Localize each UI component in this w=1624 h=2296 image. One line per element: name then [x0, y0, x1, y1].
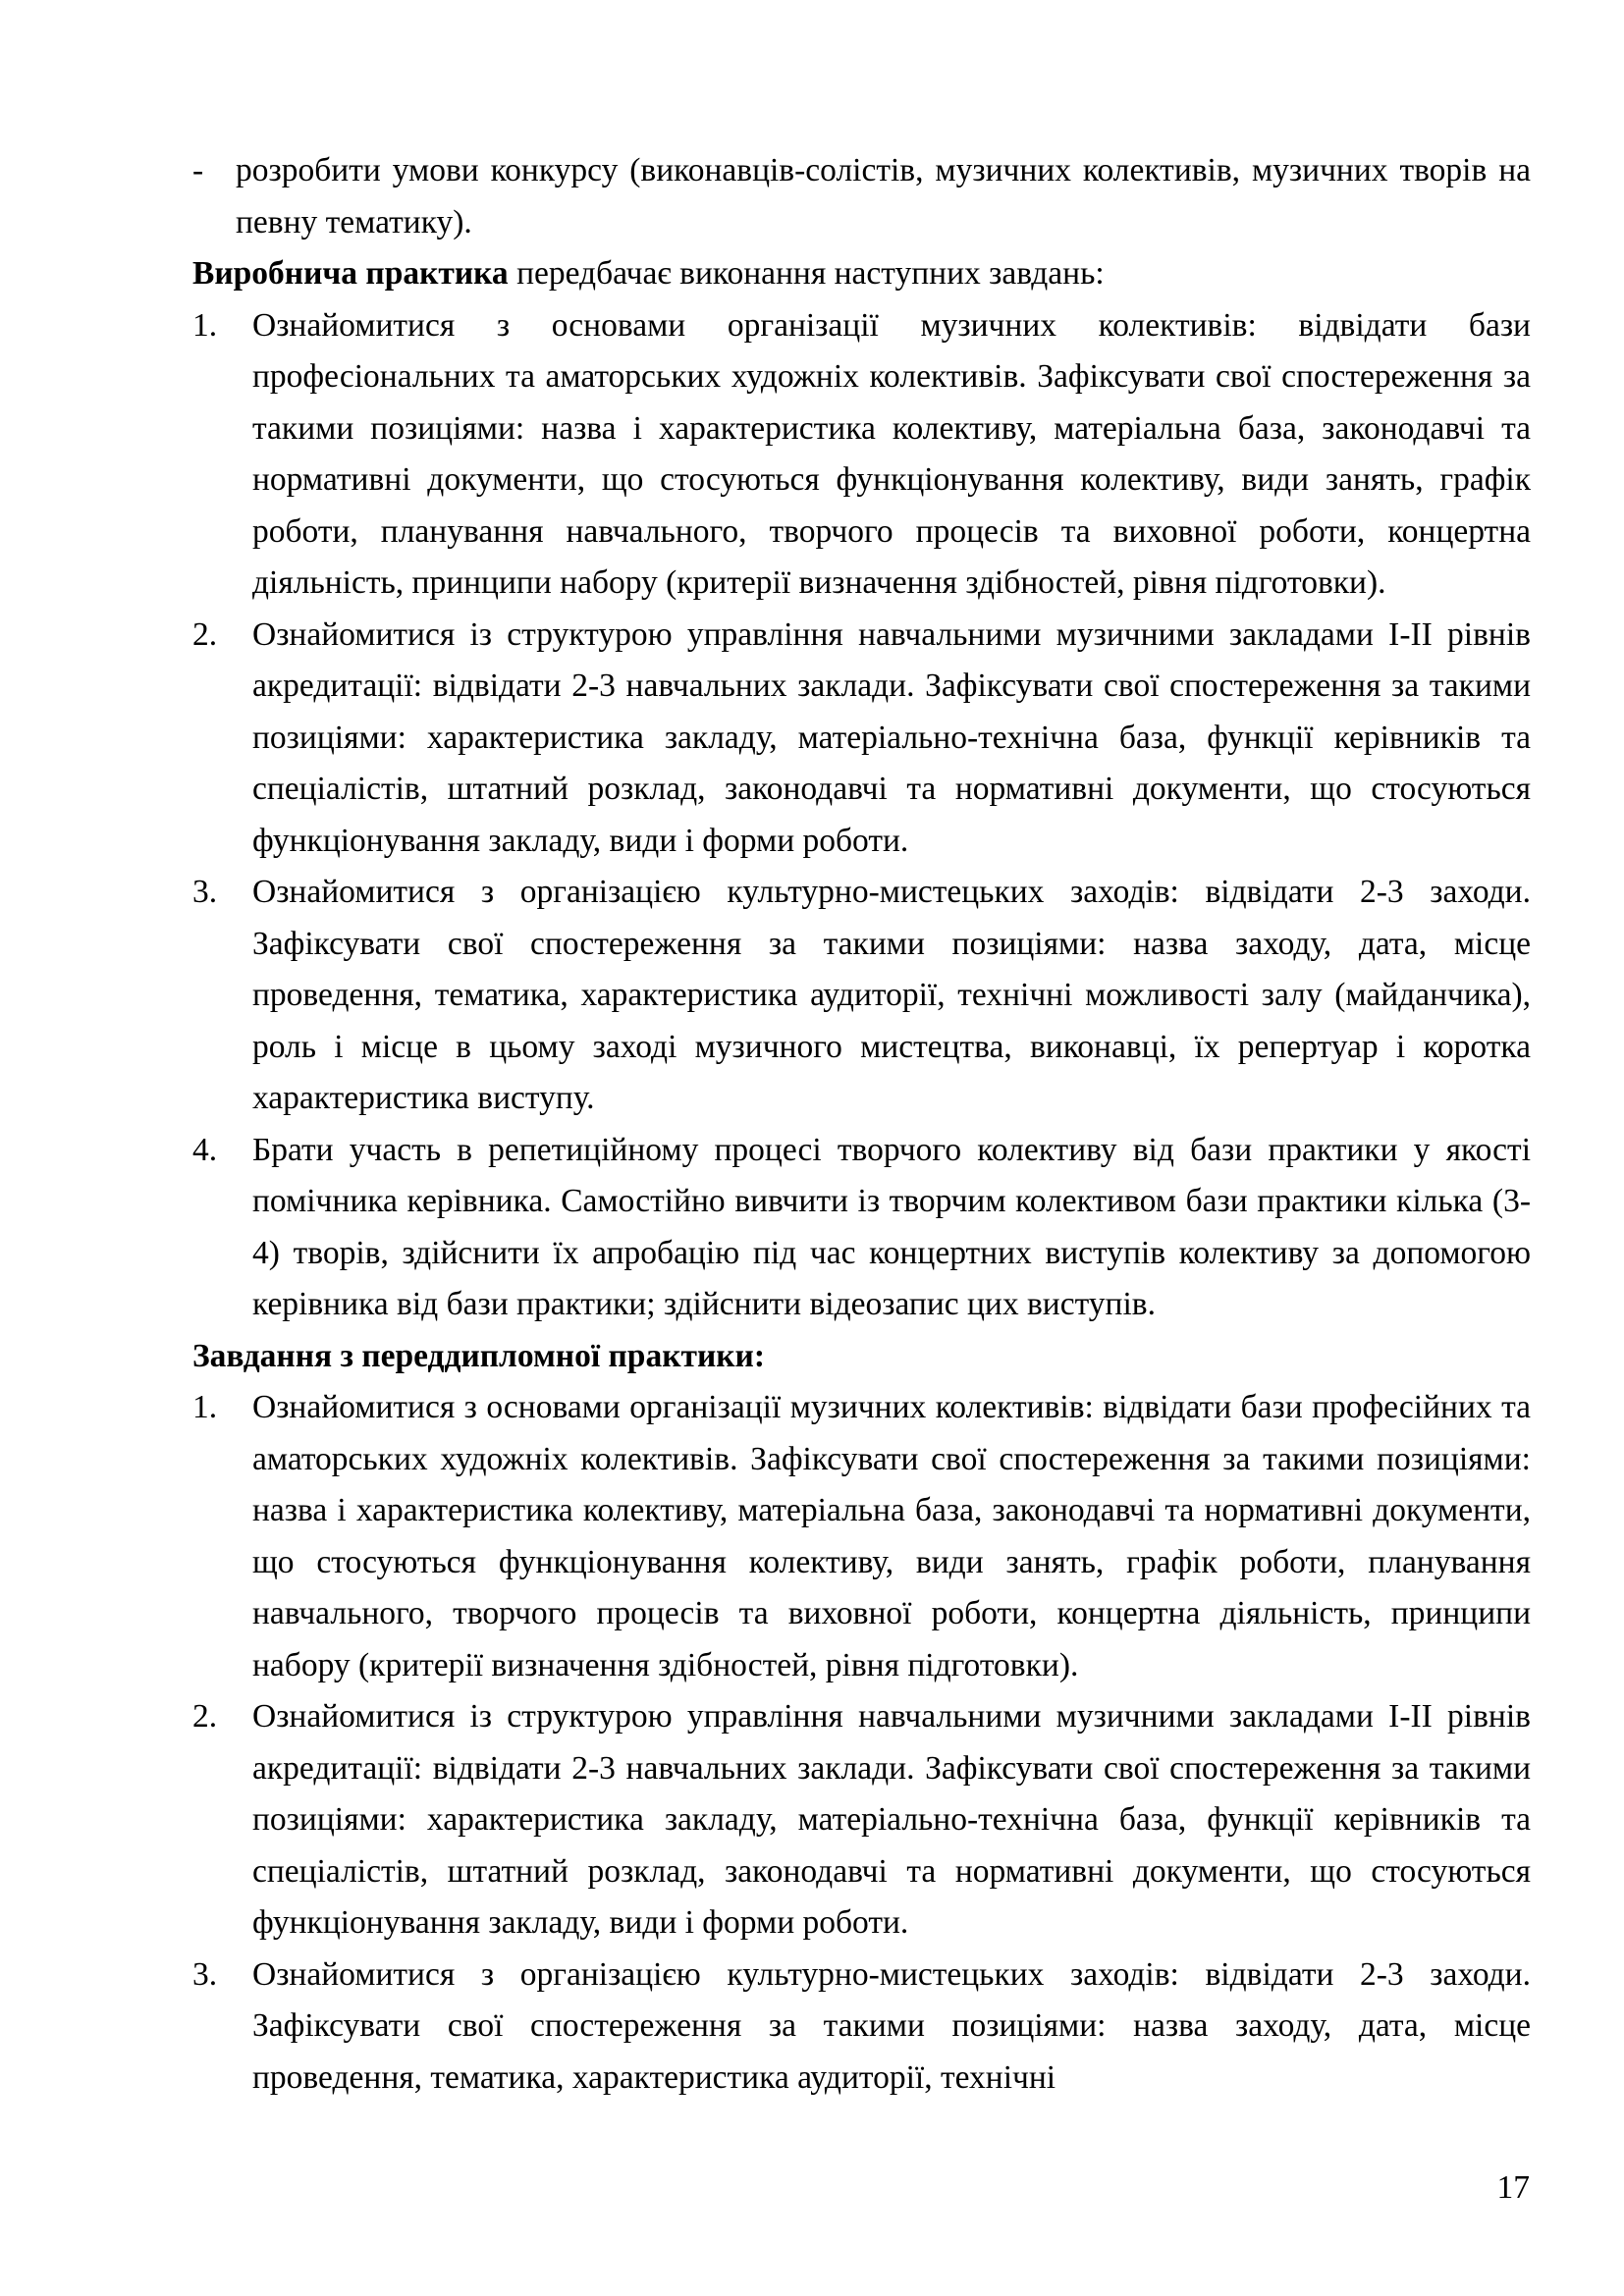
- list-item: [192, 610, 1531, 868]
- list-item-text: Ознайомитися із структурою управління навчальними музичними закладами І-ІІ рівнів акредитації: відвідати 2-3 навчальних заклади. Зафіксувати свої спостереження за такими позиціями: характеристика закладу, матеріально-технічна база, функції керівників та спеціалістів, штатний розклад, законодавчі та нормативні документи, що стосуються функціонування закладу, види і форми роботи.: [252, 615, 1531, 859]
- vyrobnycha-task-list: [192, 300, 1531, 1331]
- list-item-number: 3.: [192, 1955, 218, 1993]
- list-item-text: Брати участь в репетиційному процесі творчого колективу від бази практики у якості помічника керівника. Самостійно вивчити із творчим колективом бази практики кілька (3-4) творів, здійснити їх апробацію під час концертних виступів колективу за допомогою керівника від бази практики; здійснити відеозапис цих виступів.: [252, 1131, 1531, 1322]
- vyrobnycha-practice-heading: [192, 248, 1531, 300]
- page-content: [192, 145, 1531, 2104]
- list-item-number: 2.: [192, 1698, 218, 1735]
- peredydplomna-practice-heading: Завдання з переддипломної практики:: [192, 1337, 766, 1374]
- list-item-text: Ознайомитися з основами організації музичних колективів: відвідати бази професійних та аматорських художніх колективів. Зафіксувати свої спостереження за такими позиціями: назва і характеристика колективу, матеріальна база, законодавчі та нормативні документи, що стосуються функціонування колективу, види занять, графік роботи, планування навчального, творчого процесів та виховної роботи, концертна діяльність, принципи набору (критерії визначення здібностей, рівня підготовки).: [252, 1389, 1531, 1683]
- list-item: [192, 1125, 1531, 1331]
- list-item-text: Ознайомитися з організацією культурно-мистецьких заходів: відвідати 2-3 заходи. Зафіксувати свої спостереження за такими позиціями: назва заходу, дата, місце проведення, тематика, характеристика аудиторії, технічні: [252, 1955, 1531, 2096]
- list-item: [192, 867, 1531, 1125]
- list-item-number: 4.: [192, 1131, 218, 1168]
- list-item: [192, 1691, 1531, 1949]
- dash-list-item-text: розробити умови конкурсу (виконавців-солістів, музичних колективів, музичних творів на певну тематику).: [236, 152, 1531, 240]
- dash-bullet-marker: -: [192, 152, 204, 188]
- list-item-text: Ознайомитися з основами організації музичних колективів: відвідати бази професіональних та аматорських художніх колективів. Зафіксувати свої спостереження за такими позиціями: назва і характеристика колективу, матеріальна база, законодавчі та нормативні документи, що стосуються функціонування колективу, види занять, графік роботи, планування навчального, творчого процесів та виховної роботи, концертна діяльність, принципи набору (критерії визначення здібностей, рівня підготовки).: [252, 306, 1531, 601]
- list-item: [192, 1382, 1531, 1691]
- list-item-number: 3.: [192, 874, 218, 910]
- list-item-number: 1.: [192, 1389, 218, 1425]
- list-item-text: Ознайомитися із структурою управління навчальними музичними закладами І-ІІ рівнів акредитації: відвідати 2-3 навчальних заклади. Зафіксувати свої спостереження за такими позиціями: характеристика закладу, матеріально-технічна база, функції керівників та спеціалістів, штатний розклад, законодавчі та нормативні документи, що стосуються функціонування закладу, види і форми роботи.: [252, 1698, 1531, 1941]
- list-item-number: 1.: [192, 306, 218, 344]
- vyrobnycha-practice-heading-rest: передбачає виконання наступних завдань:: [508, 255, 1105, 292]
- dash-list-item: [192, 145, 1531, 248]
- list-item-text: Ознайомитися з організацією культурно-мистецьких заходів: відвідати 2-3 заходи. Зафіксувати свої спостереження за такими позиціями: назва заходу, дата, місце проведення, тематика, характеристика аудиторії, технічні можливості залу (майданчика), роль і місце в цьому заході музичного мистецтва, виконавці, їх репертуар і коротка характеристика виступу.: [252, 874, 1531, 1116]
- list-item: [192, 300, 1531, 610]
- peredydplomna-task-list: [192, 1382, 1531, 2104]
- page-number: 17: [1496, 2168, 1530, 2206]
- vyrobnycha-practice-heading-bold: Виробнича практика: [192, 255, 509, 292]
- list-item-number: 2.: [192, 615, 218, 653]
- list-item: [192, 1949, 1531, 2105]
